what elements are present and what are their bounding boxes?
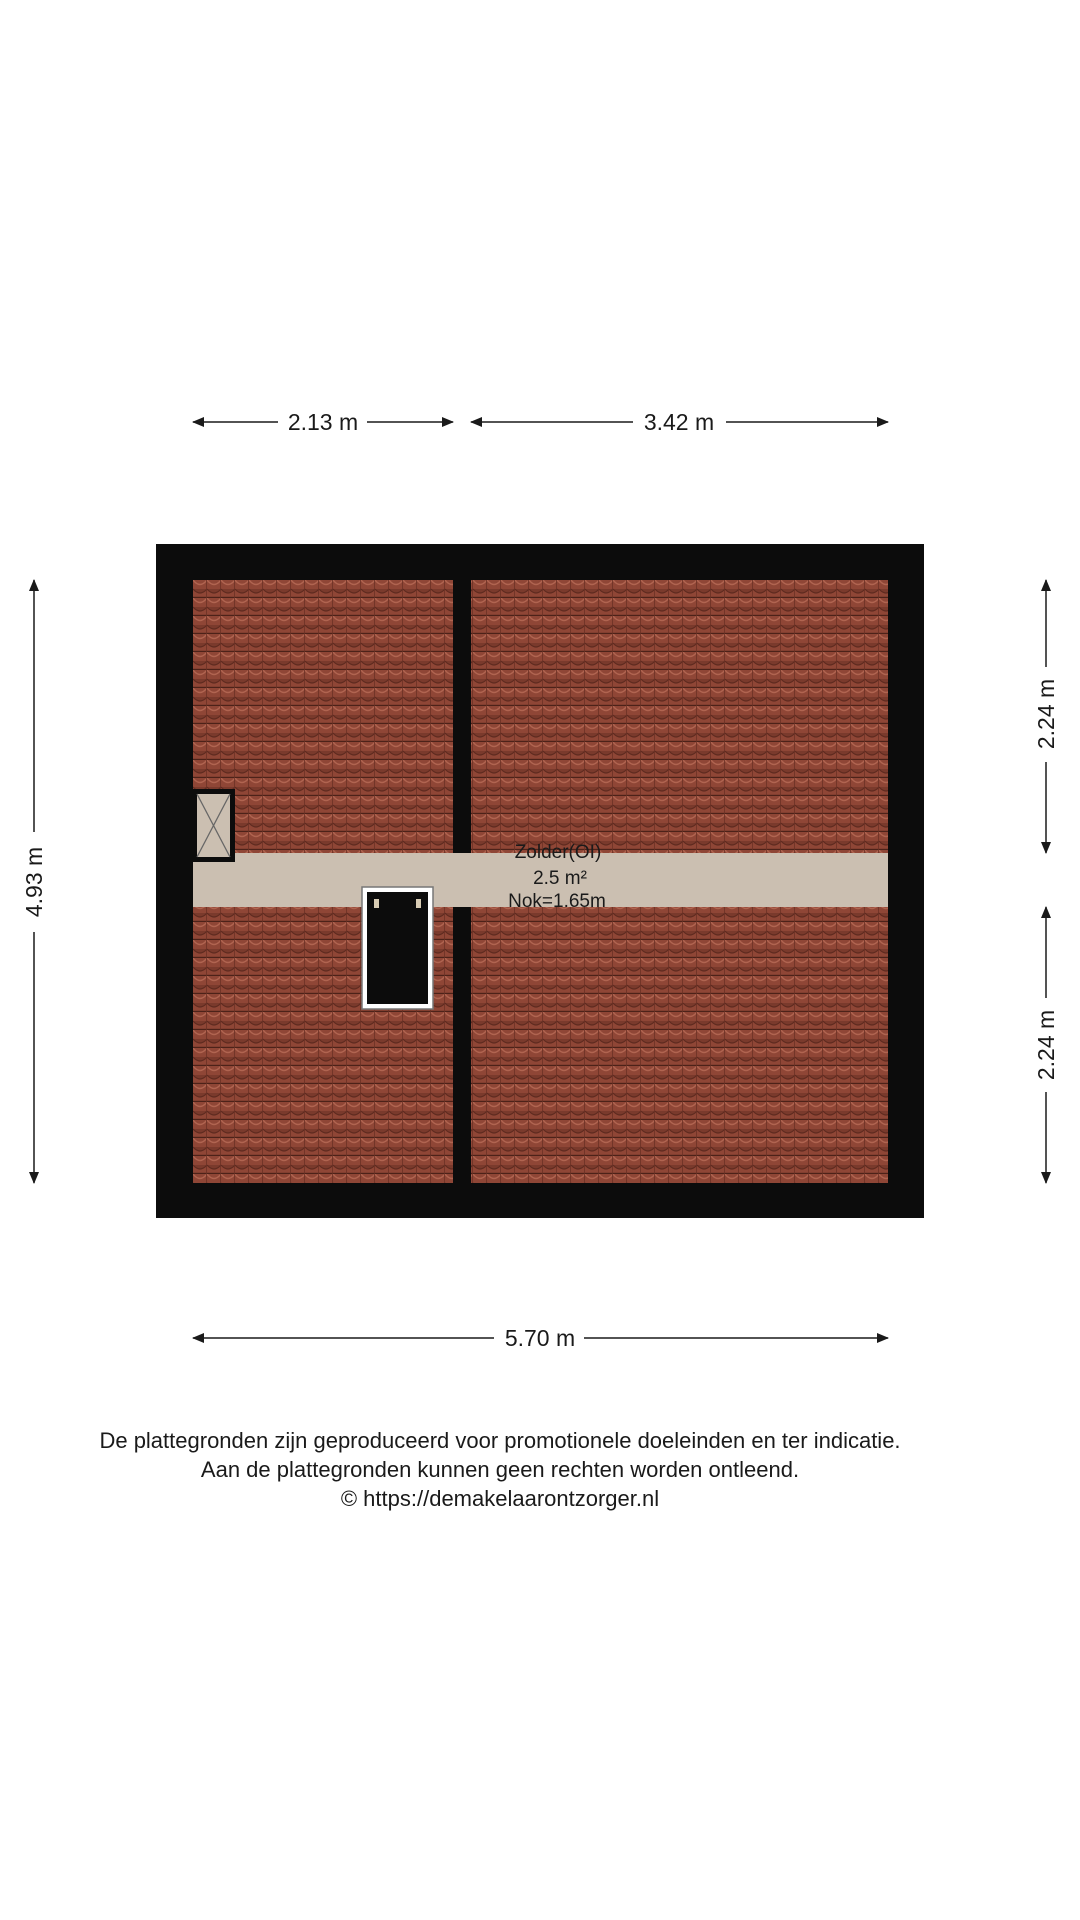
dimension-left — [21, 580, 47, 1183]
room-name: Zolder(OI) — [514, 842, 602, 863]
dimension-top-left-label: 2.13 m — [287, 409, 359, 435]
roof-window-icon — [362, 887, 433, 1009]
dimension-bottom — [193, 1325, 888, 1351]
room-area: 2.5 m² — [533, 868, 587, 889]
dimension-right-lower — [1033, 907, 1059, 1183]
partition-wall-lower — [453, 922, 471, 1183]
disclaimer-line-2: Aan de plattegronden kunnen geen rechten worden ontleend. — [200, 1457, 800, 1482]
hatch-cross-icon — [192, 789, 235, 862]
dimension-right-upper-label: 2.24 m — [1033, 678, 1059, 750]
room-ridge-height: Nok=1.65m — [508, 891, 606, 912]
dimension-top-right-label: 3.42 m — [643, 409, 715, 435]
disclaimer-line-1: De plattegronden zijn geproduceerd voor promotionele doeleinden en ter indicatie. — [99, 1428, 901, 1453]
partition-wall-upper — [453, 580, 471, 828]
dimension-left-label: 4.93 m — [21, 846, 47, 918]
dimension-right-lower-label: 2.24 m — [1033, 1009, 1059, 1081]
dimension-top-left — [193, 409, 453, 435]
dimension-bottom-label: 5.70 m — [504, 1325, 576, 1351]
roof-area-lower-right — [471, 907, 888, 1183]
dimension-top-right — [471, 409, 888, 435]
roof-area-upper-right — [471, 580, 888, 853]
copyright-link[interactable]: © https://demakelaarontzorger.nl — [340, 1486, 660, 1511]
dimension-right-upper — [1033, 580, 1059, 853]
